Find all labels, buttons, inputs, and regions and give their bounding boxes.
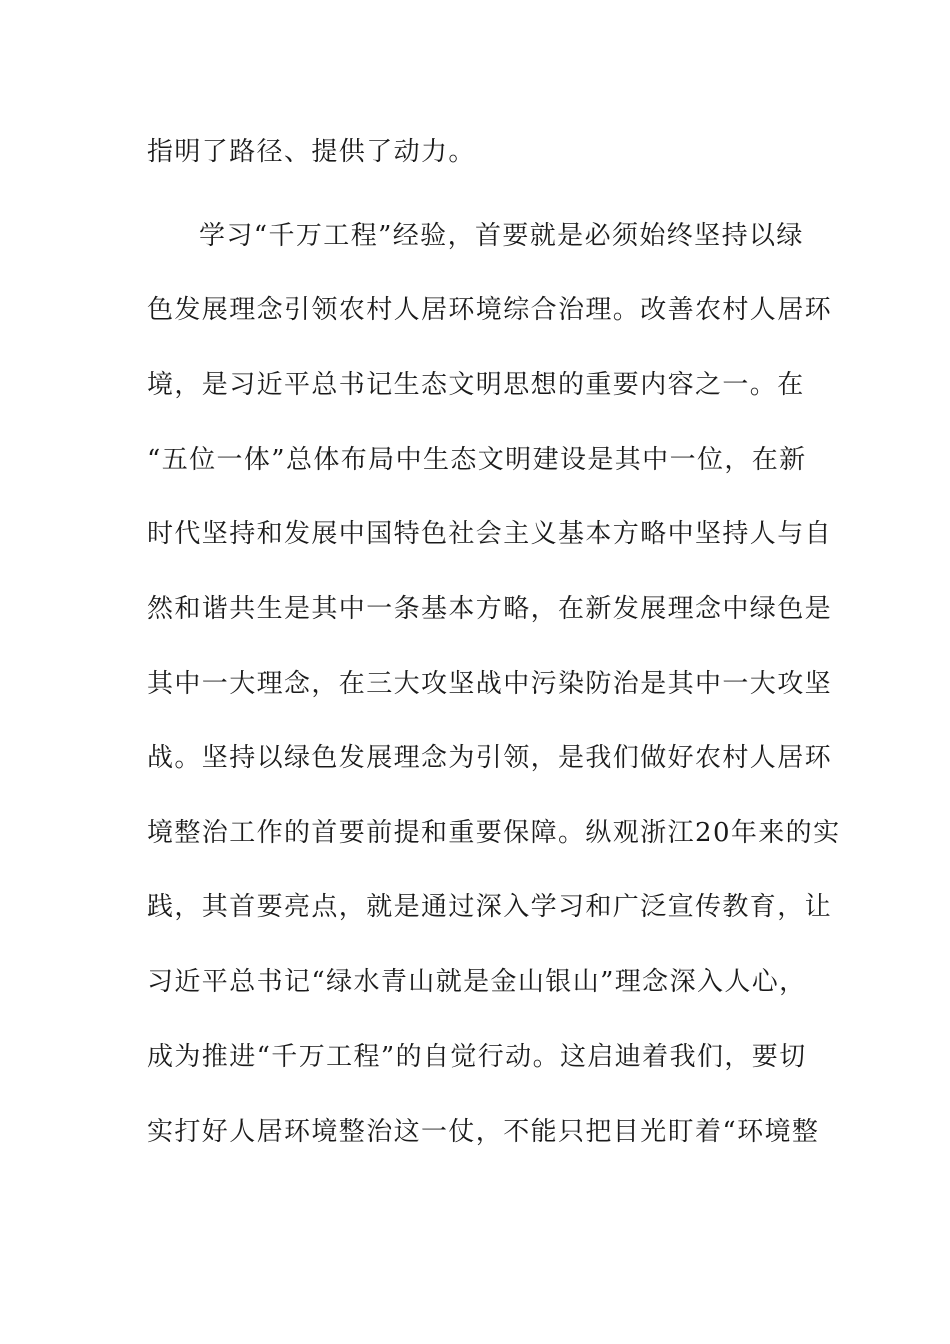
text-line-5: “五位一体”总体布局中生态文明建设是其中一位，在新: [147, 445, 807, 475]
text-line-6: 时代坚持和发展中国特色社会主义基本方略中坚持人与自: [147, 519, 833, 549]
text-line-9: 战。坚持以绿色发展理念为引领，是我们做好农村人居环: [147, 743, 833, 773]
text-line-3: 色发展理念引领农村人居环境综合治理。改善农村人居环: [147, 295, 833, 325]
text-line-1: 指明了路径、提供了动力。: [147, 137, 476, 167]
text-line-14: 实打好人居环境整治这一仗，不能只把目光盯着“环境整: [147, 1117, 820, 1147]
text-line-8: 其中一大理念，在三大攻坚战中污染防治是其中一大攻坚: [147, 669, 833, 699]
text-line-10: 境整治工作的首要前提和重要保障。纵观浙江20年来的实: [147, 818, 841, 848]
text-line-11: 践，其首要亮点，就是通过深入学习和广泛宣传教育，让: [147, 892, 833, 922]
text-line-12: 习近平总书记“绿水青山就是金山银山”理念深入人心，: [147, 967, 807, 997]
paragraph-first-line: 学习“千万工程”经验，首要就是必须始终坚持以绿: [199, 221, 804, 251]
text-line-13: 成为推进“千万工程”的自觉行动。这启迪着我们，要切: [147, 1042, 807, 1072]
text-line-4: 境，是习近平总书记生态文明思想的重要内容之一。在: [147, 370, 805, 400]
text-line-7: 然和谐共生是其中一条基本方略，在新发展理念中绿色是: [147, 594, 833, 624]
